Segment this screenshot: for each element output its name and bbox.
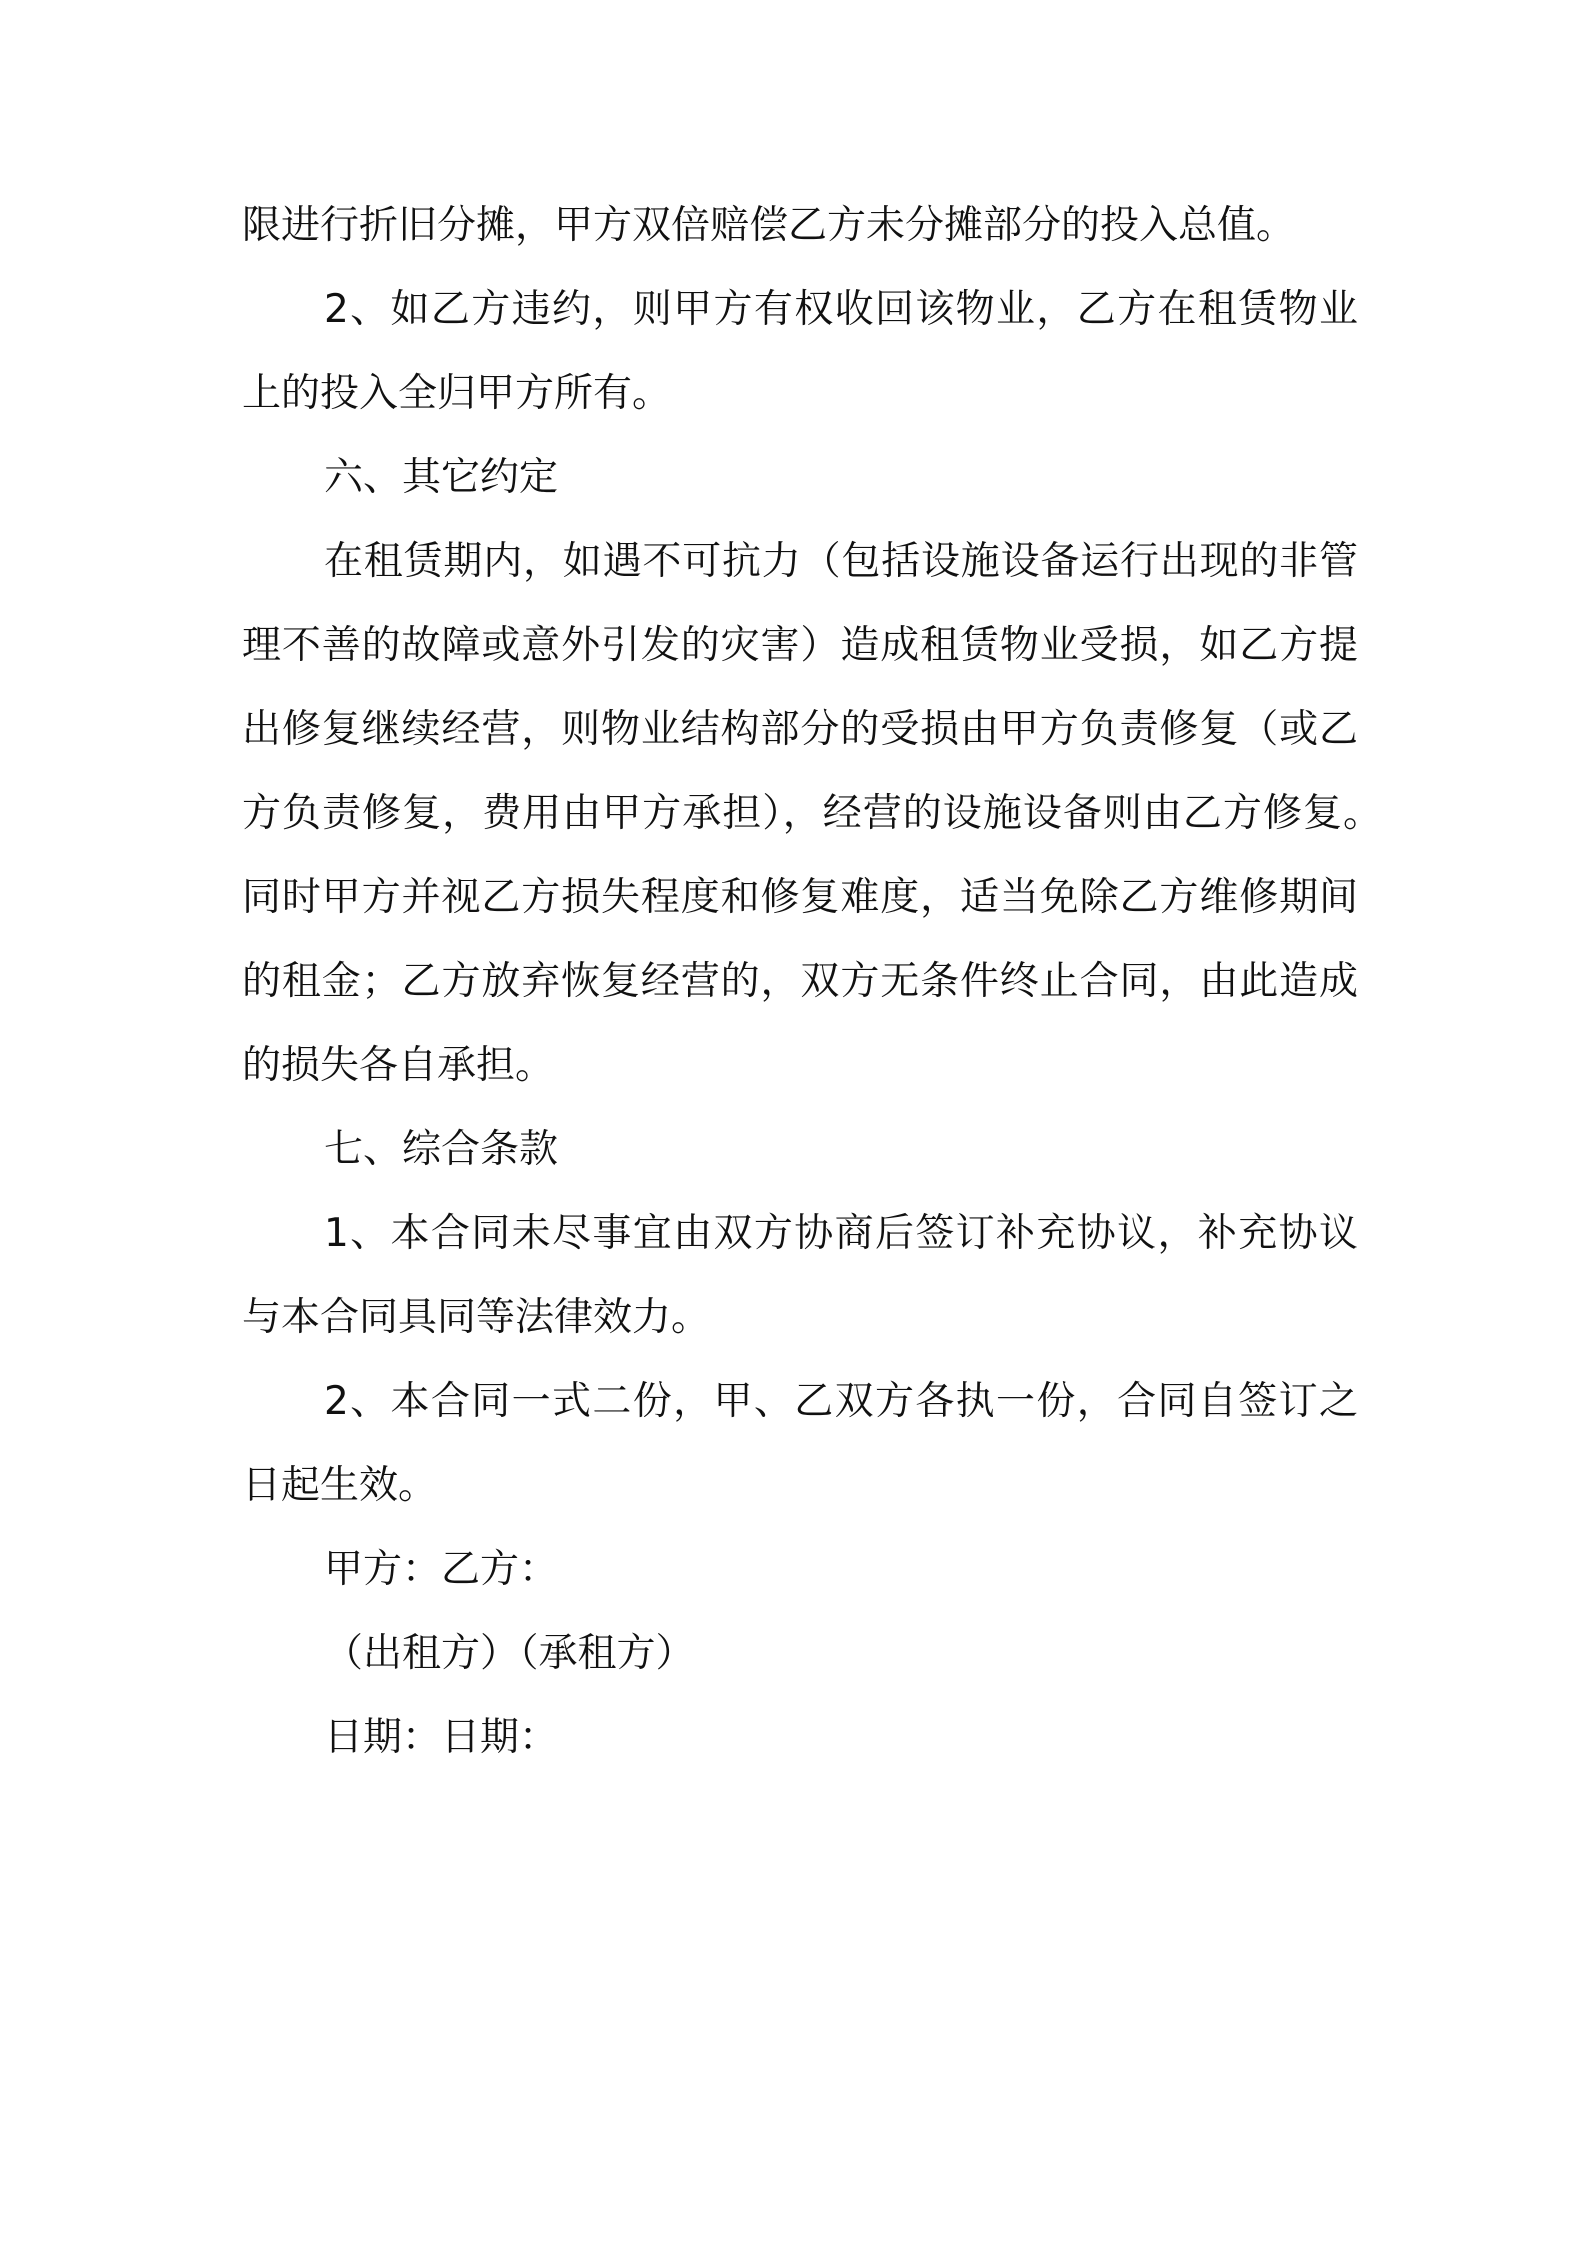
section-6-body-line: 方负责修复，费用由甲方承担），经营的设施设备则由乙方修复。: [242, 791, 1382, 836]
section-6-body-line: 在租赁期内，如遇不可抗力（包括设施设备运行出现的非管: [324, 539, 1358, 584]
carryover-line: 限进行折旧分摊，甲方双倍赔偿乙方未分摊部分的投入总值。: [242, 203, 1296, 248]
section-6-body-line: 理不善的故障或意外引发的灾害）造成租赁物业受损，如乙方提: [242, 623, 1358, 668]
section-7-clause-1-line: 与本合同具同等法律效力。: [242, 1295, 711, 1340]
section-6-body-line: 的租金；乙方放弃恢复经营的，双方无条件终止合同，由此造成: [242, 959, 1358, 1004]
section-6-body-line: 出修复继续经营，则物业结构部分的受损由甲方负责修复（或乙: [242, 707, 1358, 752]
document-body: [242, 184, 1382, 1780]
section-7-clause-2-line: 日起生效。: [242, 1463, 438, 1508]
signature-parties: 甲方：乙方：: [324, 1547, 559, 1592]
section-7-heading: 七、综合条款: [324, 1127, 559, 1172]
clause-breach-line: 2、如乙方违约，则甲方有权收回该物业，乙方在租赁物业: [324, 287, 1358, 332]
signature-roles: （出租方）（承租方）: [324, 1631, 695, 1676]
clause-breach-line: 上的投入全归甲方所有。: [242, 371, 672, 416]
section-7-clause-1-line: 1、本合同未尽事宜由双方协商后签订补充协议，补充协议: [324, 1211, 1358, 1256]
section-6-body-line: 的损失各自承担。: [242, 1043, 555, 1088]
section-7-clause-2-line: 2、本合同一式二份，甲、乙双方各执一份，合同自签订之: [324, 1379, 1358, 1424]
section-6-body-line: 同时甲方并视乙方损失程度和修复难度，适当免除乙方维修期间: [242, 875, 1358, 920]
section-6-heading: 六、其它约定: [324, 455, 559, 500]
signature-dates: 日期：日期：: [324, 1715, 559, 1760]
